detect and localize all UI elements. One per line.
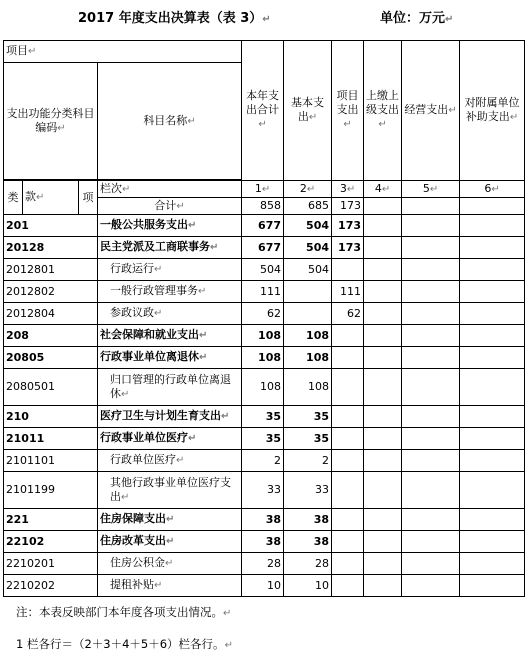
col-number: 4↵: [364, 181, 402, 198]
row-code: 2210201: [4, 553, 98, 575]
row-value: 38: [284, 509, 332, 531]
row-value: [402, 509, 460, 531]
row-value: 38: [242, 509, 284, 531]
kuan-header: 款↵: [23, 181, 79, 215]
row-value: [460, 472, 525, 509]
row-value: 677: [242, 237, 284, 259]
row-value: [402, 575, 460, 597]
row-value: [402, 472, 460, 509]
note-line-1: 注：本表反映部门本年度各项支出情况。↵: [16, 605, 232, 619]
table-row: [4, 472, 525, 509]
row-value: [364, 575, 402, 597]
row-value: 2: [284, 450, 332, 472]
row-value: [364, 237, 402, 259]
row-value: [284, 281, 332, 303]
row-value: 35: [284, 428, 332, 450]
row-name: 社会保障和就业支出↵: [98, 325, 242, 347]
row-value: [364, 259, 402, 281]
col-number: 5↵: [402, 181, 460, 198]
header-row-lanci: [4, 181, 525, 198]
table-row: [4, 428, 525, 450]
row-value: [402, 281, 460, 303]
table-row: [4, 215, 525, 237]
row-value: [460, 281, 525, 303]
row-value: 504: [242, 259, 284, 281]
row-code: 2080501: [4, 369, 98, 406]
row-name: 参政议政↵: [98, 303, 242, 325]
row-value: 10: [284, 575, 332, 597]
row-value: [460, 215, 525, 237]
row-value: 28: [242, 553, 284, 575]
row-value: [460, 428, 525, 450]
row-value: 108: [242, 347, 284, 369]
col-number: 2↵: [284, 181, 332, 198]
row-value: [460, 325, 525, 347]
row-value: [402, 553, 460, 575]
row-value: [460, 303, 525, 325]
row-value: [332, 531, 364, 553]
row-name: 医疗卫生与计划生育支出↵: [98, 406, 242, 428]
row-code: 2012801: [4, 259, 98, 281]
table-row: [4, 406, 525, 428]
row-value: [364, 325, 402, 347]
row-value: [402, 531, 460, 553]
xiang-header: 项: [79, 181, 98, 215]
col-header: 上缴上级支出↵: [364, 41, 402, 181]
row-name: 行政运行↵: [98, 259, 242, 281]
row-value: [332, 406, 364, 428]
row-value: 173: [332, 237, 364, 259]
row-value: [284, 303, 332, 325]
total-label: 合计↵: [98, 198, 242, 215]
row-value: [332, 509, 364, 531]
subject-name-header: 科目名称↵: [98, 63, 242, 180]
row-value: 2: [242, 450, 284, 472]
row-value: 504: [284, 237, 332, 259]
table-row: [4, 303, 525, 325]
row-value: [332, 553, 364, 575]
row-value: 10: [242, 575, 284, 597]
table-row: [4, 450, 525, 472]
row-value: [332, 369, 364, 406]
row-value: [460, 531, 525, 553]
row-value: 35: [284, 406, 332, 428]
row-value: [364, 553, 402, 575]
row-value: [364, 406, 402, 428]
row-value: [460, 369, 525, 406]
col-header: 基本支出↵: [284, 41, 332, 181]
table-row: [4, 259, 525, 281]
row-value: [460, 237, 525, 259]
row-name: 归口管理的行政单位离退休↵: [98, 369, 242, 406]
row-name: 行政事业单位医疗↵: [98, 428, 242, 450]
row-name: 其他行政事业单位医疗支出↵: [98, 472, 242, 509]
row-value: [364, 303, 402, 325]
row-value: 28: [284, 553, 332, 575]
total-value: 858: [242, 198, 284, 215]
row-value: [460, 553, 525, 575]
row-code: 221: [4, 509, 98, 531]
row-value: 35: [242, 428, 284, 450]
lei-header: 类: [4, 181, 23, 215]
row-value: 35: [242, 406, 284, 428]
total-value: 685: [284, 198, 332, 215]
row-value: 38: [242, 531, 284, 553]
row-value: 62: [242, 303, 284, 325]
row-value: [364, 428, 402, 450]
row-value: [402, 303, 460, 325]
col-header: 项目支出↵: [332, 41, 364, 181]
table-row: [4, 237, 525, 259]
table-row: [4, 281, 525, 303]
row-code: 2210202: [4, 575, 98, 597]
func-code-header: 支出功能分类科目编码↵: [4, 63, 98, 180]
total-value: [460, 198, 525, 215]
row-value: [364, 531, 402, 553]
table-row: [4, 509, 525, 531]
row-value: [460, 450, 525, 472]
row-name: 住房保障支出↵: [98, 509, 242, 531]
row-value: [364, 472, 402, 509]
row-value: 108: [242, 325, 284, 347]
table-row: [4, 575, 525, 597]
row-value: [332, 428, 364, 450]
row-value: [460, 509, 525, 531]
row-code: 21011: [4, 428, 98, 450]
row-value: [332, 325, 364, 347]
col-header: 本年支出合计↵: [242, 41, 284, 181]
total-value: [364, 198, 402, 215]
unit-label: 单位：万元↵: [380, 11, 454, 26]
row-value: [402, 450, 460, 472]
row-name: 一般公共服务支出↵: [98, 215, 242, 237]
row-value: [460, 575, 525, 597]
title-row: [0, 7, 531, 27]
row-value: 62: [332, 303, 364, 325]
row-value: [402, 347, 460, 369]
row-code: 2101101: [4, 450, 98, 472]
row-code: 210: [4, 406, 98, 428]
row-name: 一般行政管理事务↵: [98, 281, 242, 303]
table-title: 2017 年度支出决算表（表 3）↵: [78, 11, 271, 26]
expenditure-table: [3, 40, 525, 597]
table-row: [4, 553, 525, 575]
table-row: [4, 325, 525, 347]
row-value: [402, 406, 460, 428]
row-value: 111: [242, 281, 284, 303]
row-code: 201: [4, 215, 98, 237]
row-value: 173: [332, 215, 364, 237]
col-number: 1↵: [242, 181, 284, 198]
col-header: 对附属单位补助支出↵: [460, 41, 525, 181]
row-value: 504: [284, 215, 332, 237]
row-value: 33: [284, 472, 332, 509]
row-name: 提租补贴↵: [98, 575, 242, 597]
row-value: [332, 472, 364, 509]
row-value: [402, 325, 460, 347]
table-row: [4, 347, 525, 369]
row-name: 行政事业单位离退休↵: [98, 347, 242, 369]
row-value: [460, 347, 525, 369]
row-value: 108: [284, 369, 332, 406]
row-name: 行政单位医疗↵: [98, 450, 242, 472]
row-value: [402, 259, 460, 281]
row-value: [364, 347, 402, 369]
table-row: [4, 369, 525, 406]
row-name: 民主党派及工商联事务↵: [98, 237, 242, 259]
row-value: 504: [284, 259, 332, 281]
note-line-2: 1 栏各行＝（2＋3＋4＋5＋6）栏各行。↵: [16, 637, 233, 651]
row-value: 33: [242, 472, 284, 509]
row-value: [332, 347, 364, 369]
row-value: 108: [284, 325, 332, 347]
row-value: [402, 369, 460, 406]
total-value: [402, 198, 460, 215]
lanci-label: 栏次↵: [98, 181, 242, 198]
total-value: 173: [332, 198, 364, 215]
header-row-item: [4, 41, 525, 63]
row-value: [364, 369, 402, 406]
row-code: 2101199: [4, 472, 98, 509]
table-row: [4, 531, 525, 553]
row-value: [460, 259, 525, 281]
row-value: [460, 406, 525, 428]
col-header: 经营支出↵: [402, 41, 460, 181]
row-value: 108: [242, 369, 284, 406]
row-value: [364, 509, 402, 531]
row-value: 677: [242, 215, 284, 237]
row-code: 20128: [4, 237, 98, 259]
header-item-cell: 项目↵: [4, 41, 242, 63]
row-code: 22102: [4, 531, 98, 553]
row-value: [364, 215, 402, 237]
row-name: 住房公积金↵: [98, 553, 242, 575]
col-number: 3↵: [332, 181, 364, 198]
row-code: 2012804: [4, 303, 98, 325]
row-value: [364, 450, 402, 472]
row-value: 38: [284, 531, 332, 553]
row-value: 111: [332, 281, 364, 303]
row-value: [402, 215, 460, 237]
row-value: [332, 450, 364, 472]
row-code: 20805: [4, 347, 98, 369]
row-value: [402, 428, 460, 450]
row-code: 2012802: [4, 281, 98, 303]
col-number: 6↵: [460, 181, 525, 198]
row-value: [332, 575, 364, 597]
row-code: 208: [4, 325, 98, 347]
row-value: 108: [284, 347, 332, 369]
row-value: [364, 281, 402, 303]
row-name: 住房改革支出↵: [98, 531, 242, 553]
row-value: [332, 259, 364, 281]
row-value: [402, 237, 460, 259]
